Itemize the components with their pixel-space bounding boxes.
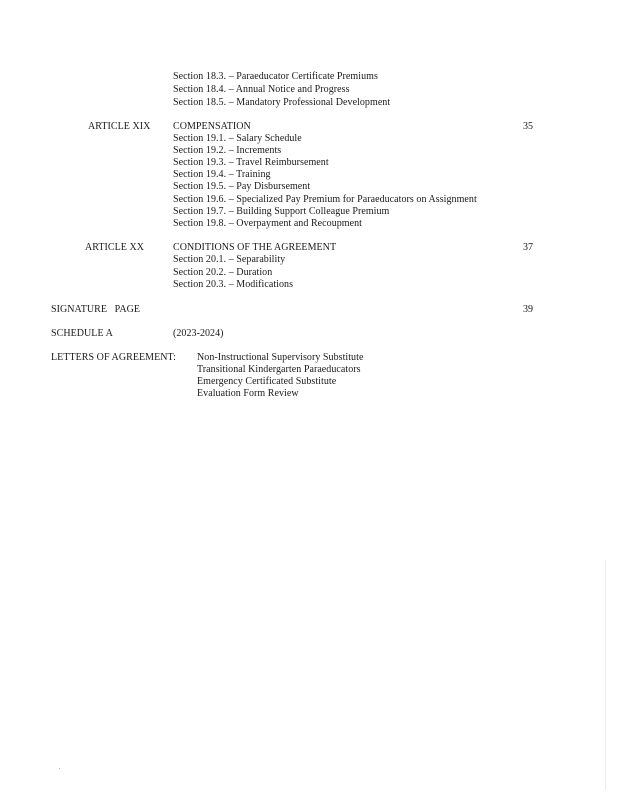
toc-article-19-title: COMPENSATION bbox=[173, 121, 251, 132]
toc-article-20-label: ARTICLE XX bbox=[85, 242, 145, 253]
toc-section-19-7: Section 19.7. – Building Support Colleague Premium bbox=[173, 206, 390, 217]
toc-article-20-page: 37 bbox=[523, 242, 534, 253]
toc-letter-item: Evaluation Form Review bbox=[197, 388, 299, 399]
toc-letter-item: Transitional Kindergarten Paraeducators bbox=[197, 364, 361, 375]
toc-section-20-2: Section 20.2. – Duration bbox=[173, 267, 273, 278]
toc-letter-item: Emergency Certificated Substitute bbox=[197, 376, 337, 387]
toc-section-19-5: Section 19.5. – Pay Disbursement bbox=[173, 181, 311, 192]
scan-speck bbox=[59, 768, 60, 769]
toc-signature-label: SIGNATURE PAGE bbox=[51, 304, 141, 315]
toc-section-19-1: Section 19.1. – Salary Schedule bbox=[173, 133, 302, 144]
toc-section-19-4: Section 19.4. – Training bbox=[173, 169, 271, 180]
toc-section-18-4: Section 18.4. – Annual Notice and Progress bbox=[173, 84, 350, 95]
toc-signature-page: 39 bbox=[523, 304, 534, 315]
toc-section-19-3: Section 19.3. – Travel Reimbursement bbox=[173, 157, 329, 168]
toc-article-19-page: 35 bbox=[523, 121, 534, 132]
toc-letter-item: Non-Instructional Supervisory Substitute bbox=[197, 352, 364, 363]
toc-section-19-8: Section 19.8. – Overpayment and Recoupment bbox=[173, 218, 362, 229]
toc-section-19-2: Section 19.2. – Increments bbox=[173, 145, 282, 156]
toc-section-20-1: Section 20.1. – Separability bbox=[173, 254, 286, 265]
toc-letters-label: LETTERS OF AGREEMENT: bbox=[51, 352, 176, 363]
toc-section-18-5: Section 18.5. – Mandatory Professional Development bbox=[173, 97, 391, 108]
toc-section-20-3: Section 20.3. – Modifications bbox=[173, 279, 294, 290]
toc-section-18-3: Section 18.3. – Paraeducator Certificate Premiums bbox=[173, 71, 378, 82]
toc-article-19-label: ARTICLE XIX bbox=[88, 121, 151, 132]
scan-edge-shadow bbox=[605, 560, 606, 790]
toc-schedule-label: SCHEDULE A bbox=[51, 328, 113, 339]
toc-article-20-title: CONDITIONS OF THE AGREEMENT bbox=[173, 242, 337, 253]
toc-schedule-value: (2023-2024) bbox=[173, 328, 224, 339]
toc-section-19-6: Section 19.6. – Specialized Pay Premium for Paraeducators on Assignment bbox=[173, 194, 477, 205]
